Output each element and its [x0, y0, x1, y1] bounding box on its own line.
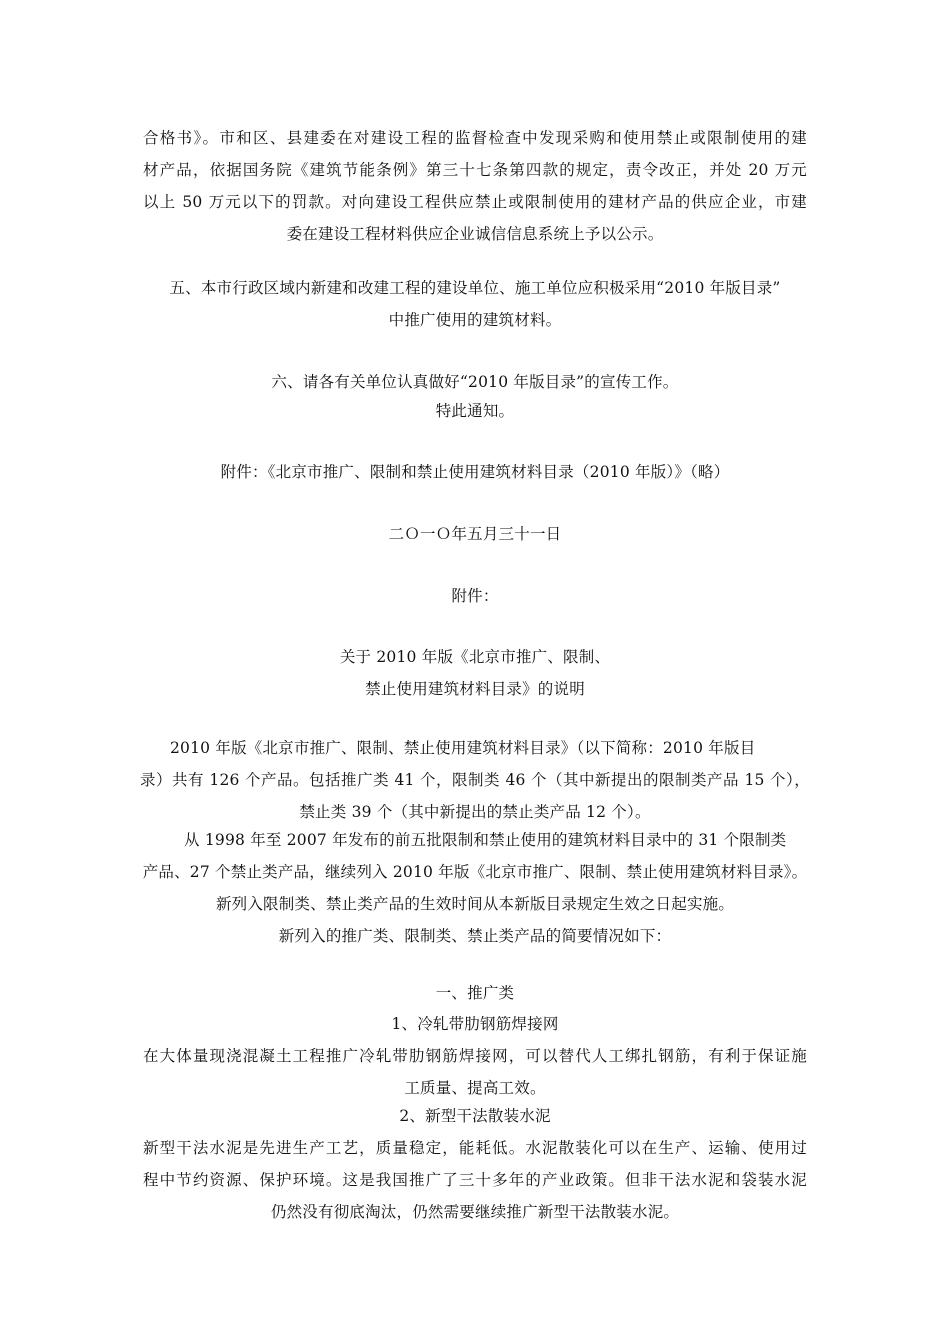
item-body-rebar-mesh: [143, 1040, 807, 1104]
text-line: 新列入限制类、禁止类产品的生效时间从本新版目录规定生效之日起实施。: [215, 895, 735, 913]
text-line: 材产品，依据国务院《建筑节能条例》第三十七条第四款的规定，责令改正，并处 20 万元: [143, 161, 807, 179]
text-line: 禁止类 39 个（其中新提出的禁止类产品 12 个）。: [299, 803, 651, 821]
document-date: [143, 518, 807, 550]
text-line: 产品、27 个禁止类产品，继续列入 2010 年版《北京市推广、限制、禁止使用建筑材料目录》。: [142, 863, 808, 881]
text-line: 2、新型干法散装水泥: [399, 1107, 551, 1125]
text-line: 六、请各有关单位认真做好“2010 年版目录”的宣传工作。: [271, 373, 679, 391]
item-heading-rebar-mesh: [143, 1008, 807, 1040]
text-line: 委在建设工程材料供应企业诚信信息系统上予以公示。: [286, 225, 664, 243]
text-line: 附件：《北京市推广、限制和禁止使用建筑材料目录（2010 年版）》（略）: [220, 463, 730, 481]
text-line: 工质量、提高工效。: [404, 1079, 546, 1097]
paragraph-item-six: [143, 366, 807, 427]
paragraph-item-five: [143, 272, 807, 336]
text-line: 以上 50 万元以下的罚款。对向建设工程供应禁止或限制使用的建材产品的供应企业，市建: [143, 193, 807, 211]
text-line: 仍然没有彻底淘汰，仍然需要继续推广新型干法散装水泥。: [270, 1203, 680, 1221]
paragraph-penalty: [143, 122, 807, 250]
text-line: 程中节约资源、保护环境。这是我国推广了三十多年的产业政策。但非干法水泥和袋装水泥: [143, 1171, 807, 1189]
text-line: 在大体量现浇混凝土工程推广冷轧带肋钢筋焊接网，可以替代人工绑扎钢筋，有利于保证施: [143, 1047, 807, 1065]
paragraph-history: [140, 824, 810, 952]
paragraph-overview: [140, 732, 810, 828]
attachment-note: [143, 456, 807, 488]
text-line: 一、推广类: [435, 984, 515, 1002]
item-heading-cement: [143, 1100, 807, 1132]
text-line: 特此通知。: [435, 402, 515, 420]
text-line: 2010 年版《北京市推广、限制、禁止使用建筑材料目录》（以下简称：2010 年版目: [170, 739, 756, 757]
text-line: 录）共有 126 个产品。包括推广类 41 个，限制类 46 个（其中新提出的限制类产品 15 个），: [140, 771, 810, 789]
text-line: 禁止使用建筑材料目录》的说明: [365, 680, 585, 698]
text-line: 二Ｏ一Ｏ年五月三十一日: [388, 525, 562, 543]
item-body-cement: [143, 1132, 807, 1228]
text-line: 附件：: [451, 587, 499, 605]
text-line: 五、本市行政区域内新建和改建工程的建设单位、施工单位应积极采用“2010 年版目录”: [169, 279, 781, 297]
text-line: 新型干法水泥是先进生产工艺，质量稳定，能耗低。水泥散装化可以在生产、运输、使用过: [143, 1139, 807, 1157]
attachment-heading: [143, 580, 807, 612]
section-heading-promotion: [143, 977, 807, 1009]
text-line: 中推广使用的建筑材料。: [388, 311, 562, 329]
text-line: 1、冷轧带肋钢筋焊接网: [391, 1015, 559, 1033]
text-line: 新列入的推广类、限制类、禁止类产品的简要情况如下：: [278, 927, 672, 945]
explanation-title: [143, 641, 807, 705]
text-line: 关于 2010 年版《北京市推广、限制、: [339, 648, 611, 666]
text-line: 从 1998 年至 2007 年发布的前五批限制和禁止使用的建筑材料目录中的 31 个限制类: [184, 831, 787, 849]
text-line: 合格书》。市和区、县建委在对建设工程的监督检查中发现采购和使用禁止或限制使用的建: [143, 129, 807, 147]
